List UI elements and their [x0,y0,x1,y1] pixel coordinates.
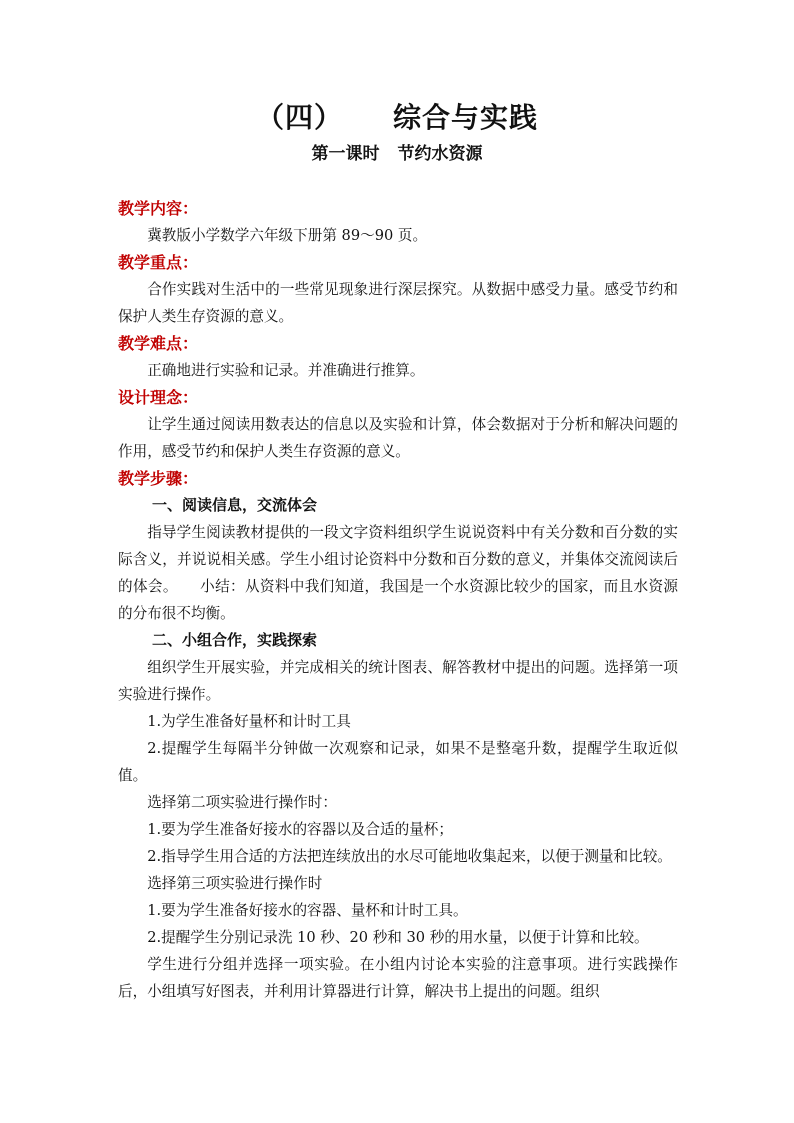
content-text: 冀教版小学数学六年级下册第 89～90 页。 [147,227,428,244]
exp3-item1: 1.要为学生准备好接水的容器、量杯和计时工具。 [147,902,468,919]
step1-text-b: 小结：从资料中我们知道，我国是一个水资源比较少的国家，而且水资源的分布很不均衡。 [118,578,678,622]
heading-key-points: 教学重点： [118,253,199,272]
page-subtitle [0,140,794,168]
exp2-item1: 1.要为学生准备好接水的容器以及合适的量杯； [147,821,453,838]
step2-intro: 组织学生开展实验，并完成相关的统计图表、解答教材中提出的问题。选择第一项实验进行操作。 [118,659,678,703]
title-part1: （四） [255,101,343,134]
difficult-points-text: 正确地进行实验和记录。并准确进行推算。 [147,362,425,379]
heading-difficult-points: 教学难点： [118,334,199,353]
heading-content: 教学内容： [118,199,199,218]
title-part2: 综合与实践 [393,101,539,134]
step1-text-a: 指导学生阅读教材提供的一段文字资料组织学生说说资料中有关分数和百分数的实际含义，并说说相关感。学生小组讨论资料中分数和百分数的意义，并集体交流阅读后的体会。 [118,524,678,595]
key-points-text: 合作实践对生活中的一些常见现象进行深层探究。从数据中感受力量。感受节约和保护人类生存资源的意义。 [118,281,678,325]
exp1-item2: 2.提醒学生每隔半分钟做一次观察和记录，如果不是整毫升数，提醒学生取近似值。 [118,740,678,784]
group-text: 学生进行分组并选择一项实验。在小组内讨论本实验的注意事项。进行实践操作后，小组填写好图表，并利用计算器进行计算，解决书上提出的问题。组织 [118,956,678,1000]
step1-title: 一、阅读信息，交流体会 [152,496,318,514]
heading-design-concept: 设计理念： [118,388,199,407]
page-title [0,98,794,138]
exp3-intro: 选择第三项实验进行操作时 [147,875,323,892]
heading-teaching-steps: 教学步骤： [118,469,199,488]
design-concept-text: 让学生通过阅读用数表达的信息以及实验和计算，体会数据对于分析和解决问题的作用，感受节约和保护人类生存资源的意义。 [118,416,678,460]
step1-text [118,519,678,627]
exp3-item2: 2.提醒学生分别记录洗 10 秒、20 秒和 30 秒的用水量，以便于计算和比较。 [147,929,649,946]
subtitle-part2: 节约水资源 [397,144,483,164]
exp2-item2: 2.指导学生用合适的方法把连续放出的水尽可能地收集起来，以便于测量和比较。 [147,848,672,865]
document-body [118,195,678,1005]
exp1-item1: 1.为学生准备好量杯和计时工具 [147,713,351,730]
step2-title: 二、小组合作，实践探索 [152,631,318,649]
exp2-intro: 选择第二项实验进行操作时： [147,794,337,811]
subtitle-part1: 第一课时 [311,144,380,164]
